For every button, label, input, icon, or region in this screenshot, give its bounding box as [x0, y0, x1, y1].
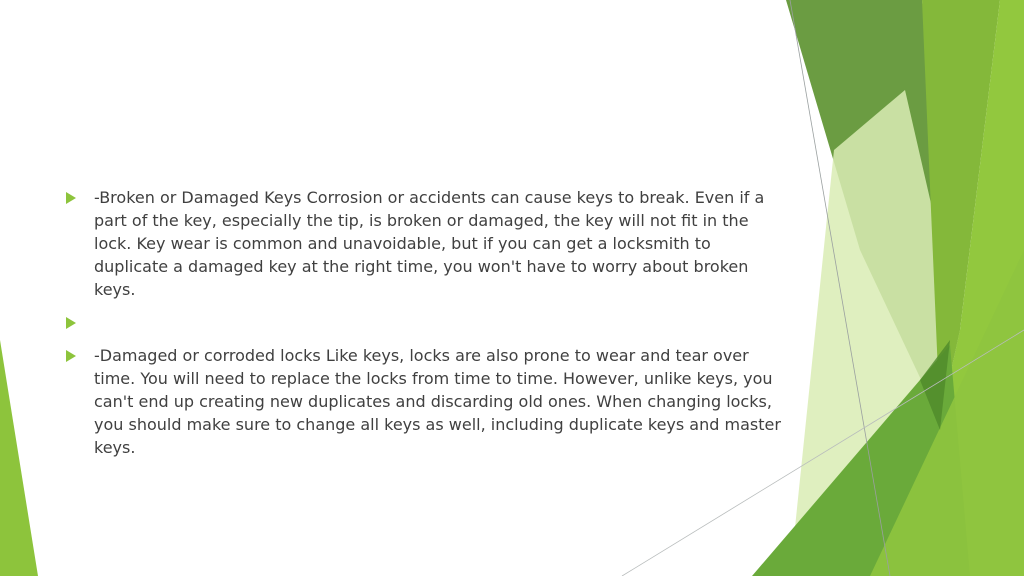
- triangle-bullet-icon: [66, 317, 76, 329]
- bullet-text: -Damaged or corroded locks Like keys, locks are also prone to wear and tear over time. You will need to replace the locks from time to time. However, unlike keys, you can't end up creating new duplicates and discarding old ones. When changing locks, you should make sure to change all keys as well, including duplicate keys and master keys.: [94, 346, 781, 457]
- bullet-item-broken-keys: [64, 186, 784, 301]
- bullet-item-empty: [64, 311, 784, 334]
- triangle-bullet-icon: [66, 350, 76, 362]
- left-edge-shape: [0, 340, 38, 576]
- slide-body: [64, 186, 784, 471]
- bullet-text: -Broken or Damaged Keys Corrosion or accidents can cause keys to break. Even if a part of the key, especially the tip, is broken or damaged, the key will not fit in the lock. Key wear is common and unavoidable, but if you can get a locksmith to duplicate a damaged key at the right time, you won't have to worry about broken keys.: [94, 188, 765, 299]
- triangle-bullet-icon: [66, 192, 76, 204]
- bullet-item-damaged-locks: [64, 344, 784, 459]
